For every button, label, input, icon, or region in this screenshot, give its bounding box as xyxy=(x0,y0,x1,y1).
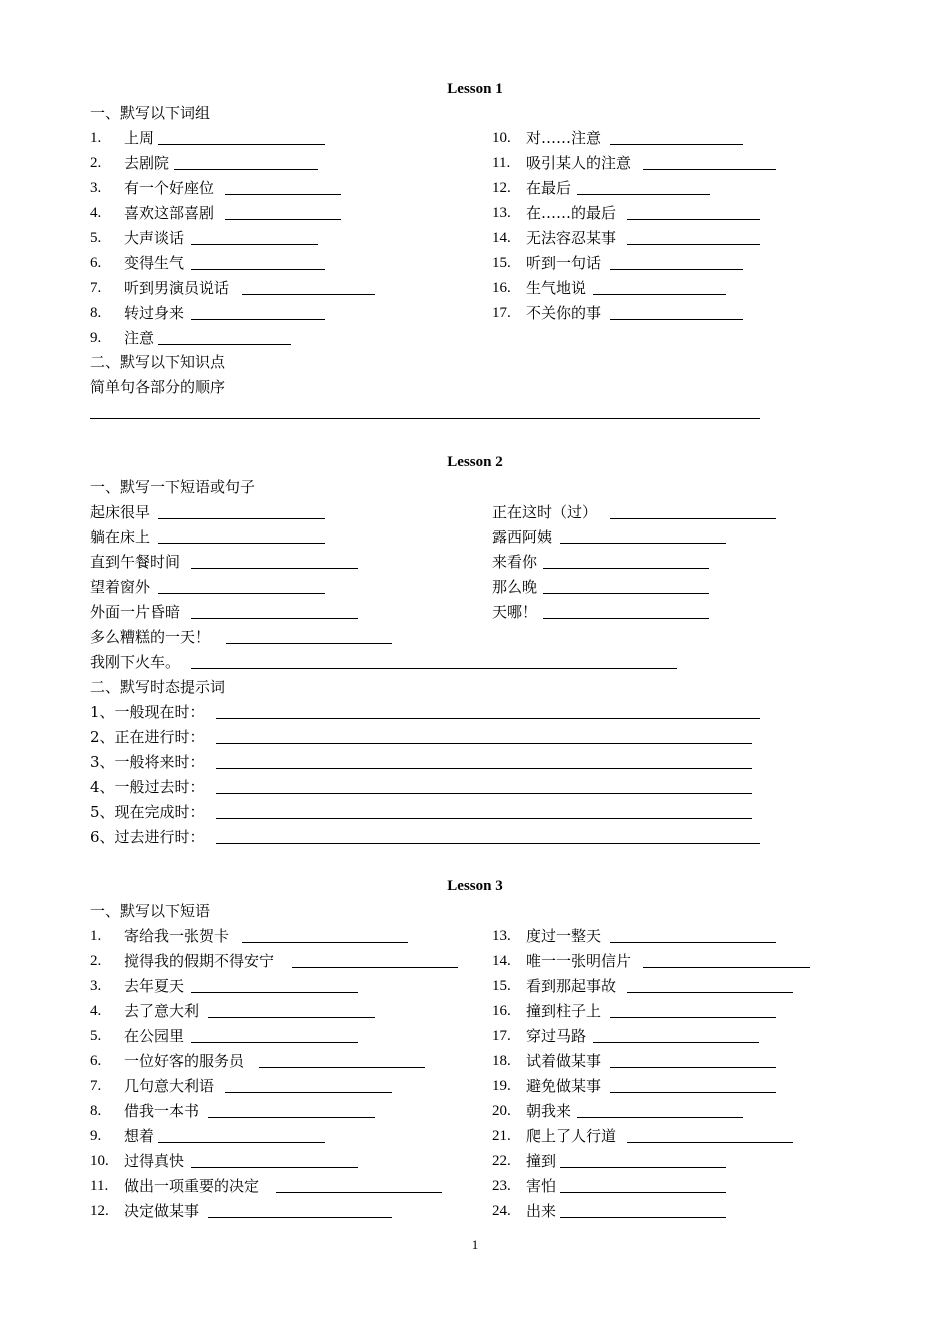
answer-blank[interactable] xyxy=(216,818,752,819)
item-label: 去了意大利 xyxy=(124,1002,200,1020)
answer-blank[interactable] xyxy=(158,1142,325,1143)
lesson3-title: Lesson 3 xyxy=(447,878,503,894)
item-number: 12. xyxy=(492,180,511,196)
answer-blank[interactable] xyxy=(191,1042,358,1043)
item-number: 15. xyxy=(492,978,511,994)
item-number: 5. xyxy=(90,1028,102,1044)
lesson1-section1-heading: 一、默写以下词组 xyxy=(90,104,211,122)
list-item: 我刚下火车。 xyxy=(90,653,181,671)
answer-blank[interactable] xyxy=(191,244,318,245)
list-item: 正在这时（过） xyxy=(492,503,598,521)
answer-blank[interactable] xyxy=(158,344,291,345)
item-number: 22. xyxy=(492,1153,511,1169)
item-label: 无法容忍某事 xyxy=(526,229,617,247)
item-number: 17. xyxy=(492,1028,511,1044)
item-label: 看到那起事故 xyxy=(526,977,617,995)
list-item: 躺在床上 xyxy=(90,528,151,546)
item-label: 避免做某事 xyxy=(526,1077,602,1095)
lesson1-section2-prompt: 简单句各部分的顺序 xyxy=(90,378,226,396)
item-label: 大声谈话 xyxy=(124,229,185,247)
item-number: 7. xyxy=(90,1078,102,1094)
list-item: 外面一片昏暗 xyxy=(90,603,181,621)
answer-blank[interactable] xyxy=(158,593,325,594)
item-label: 撞到 xyxy=(526,1152,557,1170)
answer-blank[interactable] xyxy=(643,169,776,170)
item-number: 16. xyxy=(492,1003,511,1019)
answer-blank[interactable] xyxy=(225,219,341,220)
item-label: 做出一项重要的决定 xyxy=(124,1177,260,1195)
answer-blank[interactable] xyxy=(627,219,760,220)
answer-blank[interactable] xyxy=(216,793,752,794)
answer-blank[interactable] xyxy=(543,568,709,569)
answer-blank[interactable] xyxy=(191,1167,358,1168)
item-label: 寄给我一张贺卡 xyxy=(124,927,230,945)
lesson2-section1-heading: 一、默写一下短语或句子 xyxy=(90,478,256,496)
answer-blank[interactable] xyxy=(158,543,325,544)
list-item: 1、一般现在时： xyxy=(90,703,205,721)
item-label: 几句意大利语 xyxy=(124,1077,215,1095)
list-item: 天哪！ xyxy=(492,603,538,621)
item-label: 害怕 xyxy=(526,1177,557,1195)
item-number: 23. xyxy=(492,1178,511,1194)
answer-blank[interactable] xyxy=(610,319,743,320)
item-number: 24. xyxy=(492,1203,511,1219)
item-number: 3. xyxy=(90,180,102,196)
item-number: 11. xyxy=(90,1178,109,1194)
item-label: 想着 xyxy=(124,1127,155,1145)
item-label: 听到一句话 xyxy=(526,254,602,272)
item-number: 20. xyxy=(492,1103,511,1119)
item-label: 有一个好座位 xyxy=(124,179,215,197)
answer-blank[interactable] xyxy=(242,942,408,943)
item-label: 去年夏天 xyxy=(124,977,185,995)
answer-blank[interactable] xyxy=(610,942,776,943)
item-number: 9. xyxy=(90,1128,102,1144)
answer-blank[interactable] xyxy=(191,992,358,993)
item-number: 18. xyxy=(492,1053,511,1069)
item-label: 决定做某事 xyxy=(124,1202,200,1220)
answer-blank[interactable] xyxy=(216,843,760,844)
item-label: 借我一本书 xyxy=(124,1102,200,1120)
answer-blank[interactable] xyxy=(216,768,752,769)
answer-blank[interactable] xyxy=(627,1142,793,1143)
item-label: 出来 xyxy=(526,1202,557,1220)
item-number: 1. xyxy=(90,130,102,146)
lesson2-section2-heading: 二、默写时态提示词 xyxy=(90,678,226,696)
item-label: 一位好客的服务员 xyxy=(124,1052,245,1070)
item-label: 爬上了人行道 xyxy=(526,1127,617,1145)
item-label: 不关你的事 xyxy=(526,304,602,322)
item-number: 6. xyxy=(90,255,102,271)
item-number: 8. xyxy=(90,1103,102,1119)
answer-blank[interactable] xyxy=(259,1067,425,1068)
list-item: 6、过去进行时： xyxy=(90,828,205,846)
list-item: 直到午餐时间 xyxy=(90,553,181,571)
answer-blank[interactable] xyxy=(90,418,760,419)
list-item: 2、正在进行时： xyxy=(90,728,205,746)
page-number: 1 xyxy=(471,1237,479,1252)
answer-blank[interactable] xyxy=(610,144,743,145)
answer-blank[interactable] xyxy=(216,743,752,744)
item-number: 3. xyxy=(90,978,102,994)
item-number: 6. xyxy=(90,1053,102,1069)
answer-blank[interactable] xyxy=(208,1117,375,1118)
answer-blank[interactable] xyxy=(610,518,776,519)
list-item: 4、一般过去时： xyxy=(90,778,205,796)
answer-blank[interactable] xyxy=(610,1067,776,1068)
item-label: 撞到柱子上 xyxy=(526,1002,602,1020)
item-number: 16. xyxy=(492,280,511,296)
item-number: 14. xyxy=(492,953,511,969)
list-item: 3、一般将来时： xyxy=(90,753,205,771)
item-label: 上周 xyxy=(124,129,155,147)
item-label: 转过身来 xyxy=(124,304,185,322)
answer-blank[interactable] xyxy=(560,543,726,544)
answer-blank[interactable] xyxy=(610,1092,776,1093)
answer-blank[interactable] xyxy=(610,269,743,270)
item-number: 19. xyxy=(492,1078,511,1094)
item-label: 唯一一张明信片 xyxy=(526,952,632,970)
list-item: 多么糟糕的一天！ xyxy=(90,628,211,646)
item-label: 变得生气 xyxy=(124,254,185,272)
item-number: 21. xyxy=(492,1128,511,1144)
item-number: 8. xyxy=(90,305,102,321)
item-number: 2. xyxy=(90,953,102,969)
item-number: 5. xyxy=(90,230,102,246)
answer-blank[interactable] xyxy=(610,1017,776,1018)
answer-blank[interactable] xyxy=(191,568,358,569)
item-number: 15. xyxy=(492,255,511,271)
item-number: 13. xyxy=(492,928,511,944)
list-item: 那么晚 xyxy=(492,578,538,596)
lesson1-title: Lesson 1 xyxy=(447,81,503,97)
answer-blank[interactable] xyxy=(216,718,760,719)
answer-blank[interactable] xyxy=(292,967,458,968)
answer-blank[interactable] xyxy=(191,319,325,320)
item-number: 10. xyxy=(492,130,511,146)
answer-blank[interactable] xyxy=(543,593,709,594)
item-number: 13. xyxy=(492,205,511,221)
lesson3-section1-heading: 一、默写以下短语 xyxy=(90,902,211,920)
answer-blank[interactable] xyxy=(158,144,325,145)
lesson1-section2-heading: 二、默写以下知识点 xyxy=(90,353,226,371)
item-label: 试着做某事 xyxy=(526,1052,602,1070)
item-label: 度过一整天 xyxy=(526,927,602,945)
answer-blank[interactable] xyxy=(627,244,760,245)
answer-blank[interactable] xyxy=(208,1017,375,1018)
item-label: 去剧院 xyxy=(124,154,170,172)
answer-blank[interactable] xyxy=(226,643,392,644)
answer-blank[interactable] xyxy=(225,1092,392,1093)
answer-blank[interactable] xyxy=(174,169,318,170)
answer-blank[interactable] xyxy=(158,518,325,519)
list-item: 5、现在完成时： xyxy=(90,803,205,821)
item-number: 12. xyxy=(90,1203,109,1219)
answer-blank[interactable] xyxy=(276,1192,442,1193)
item-label: 注意 xyxy=(124,329,155,347)
item-label: 喜欢这部喜剧 xyxy=(124,204,215,222)
item-number: 2. xyxy=(90,155,102,171)
item-label: 在最后 xyxy=(526,179,572,197)
item-label: 在……的最后 xyxy=(526,204,617,222)
answer-blank[interactable] xyxy=(242,294,375,295)
item-number: 4. xyxy=(90,205,102,221)
item-label: 穿过马路 xyxy=(526,1027,587,1045)
answer-blank[interactable] xyxy=(191,668,677,669)
item-number: 17. xyxy=(492,305,511,321)
answer-blank[interactable] xyxy=(191,618,358,619)
item-label: 对……注意 xyxy=(526,129,602,147)
answer-blank[interactable] xyxy=(543,618,709,619)
item-number: 11. xyxy=(492,155,511,171)
answer-blank[interactable] xyxy=(208,1217,392,1218)
list-item: 望着窗外 xyxy=(90,578,151,596)
answer-blank[interactable] xyxy=(593,294,726,295)
answer-blank[interactable] xyxy=(560,1192,726,1193)
item-label: 听到男演员说话 xyxy=(124,279,230,297)
item-label: 朝我来 xyxy=(526,1102,572,1120)
item-number: 14. xyxy=(492,230,511,246)
answer-blank[interactable] xyxy=(577,1117,743,1118)
lesson2-title: Lesson 2 xyxy=(447,454,503,470)
answer-blank[interactable] xyxy=(191,269,325,270)
answer-blank[interactable] xyxy=(627,992,793,993)
list-item: 来看你 xyxy=(492,553,538,571)
item-label: 吸引某人的注意 xyxy=(526,154,632,172)
answer-blank[interactable] xyxy=(560,1217,726,1218)
list-item: 起床很早 xyxy=(90,503,151,521)
answer-blank[interactable] xyxy=(225,194,341,195)
answer-blank[interactable] xyxy=(643,967,810,968)
answer-blank[interactable] xyxy=(560,1167,726,1168)
item-label: 在公园里 xyxy=(124,1027,185,1045)
item-number: 1. xyxy=(90,928,102,944)
list-item: 露西阿姨 xyxy=(492,528,553,546)
item-label: 过得真快 xyxy=(124,1152,185,1170)
answer-blank[interactable] xyxy=(593,1042,759,1043)
item-number: 10. xyxy=(90,1153,109,1169)
item-label: 搅得我的假期不得安宁 xyxy=(124,952,275,970)
item-label: 生气地说 xyxy=(526,279,587,297)
answer-blank[interactable] xyxy=(577,194,710,195)
item-number: 7. xyxy=(90,280,102,296)
item-number: 9. xyxy=(90,330,102,346)
item-number: 4. xyxy=(90,1003,102,1019)
